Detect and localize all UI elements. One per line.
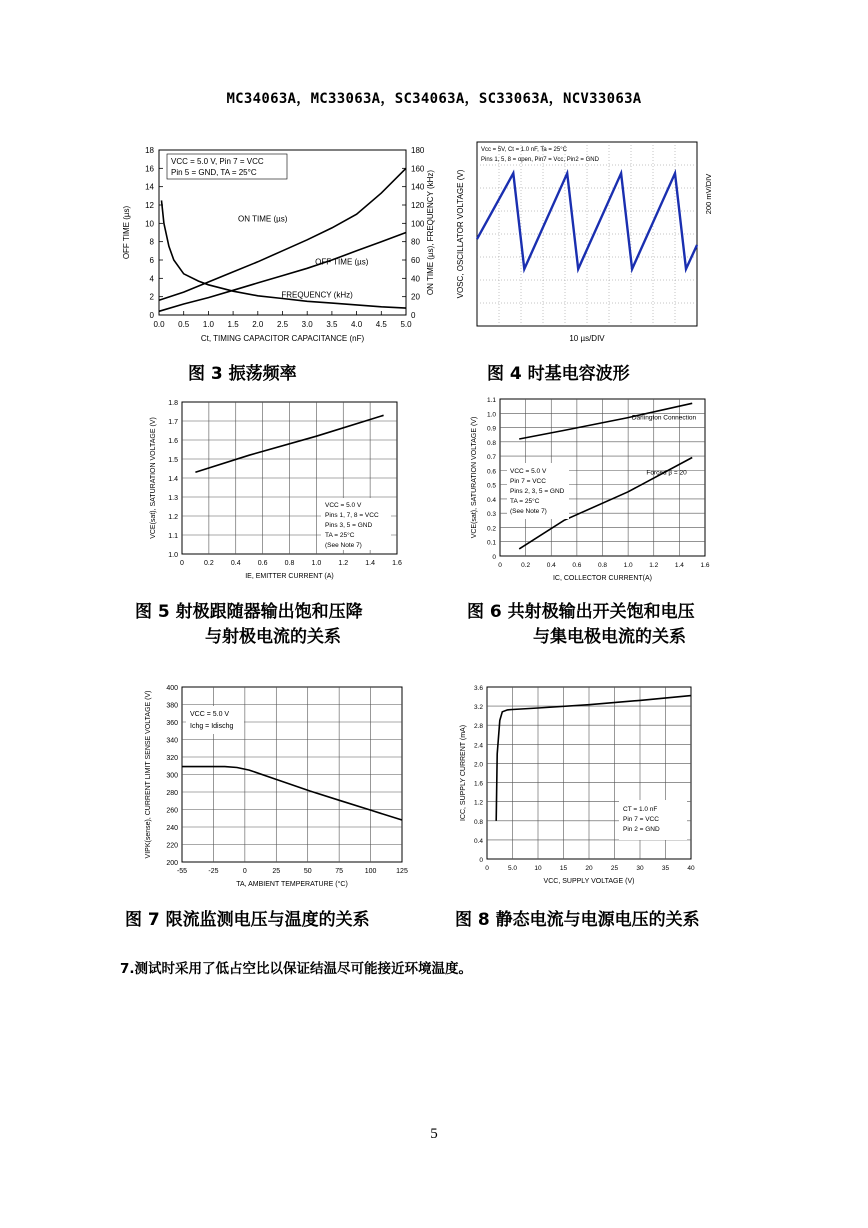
x-tick-label: 100 [364, 868, 377, 875]
series-label-frequency: FREQUENCY (kHz) [281, 290, 353, 300]
fig4-caption: 图 4 时基电容波形 [487, 364, 630, 384]
y-tick-label: 0 [479, 857, 483, 864]
y-tick-label: 0 [492, 554, 496, 561]
x-tick-label: 0 [180, 560, 184, 567]
conditions-text: TA = 25°C [510, 498, 540, 505]
figure-3 [115, 138, 445, 350]
x-tick-label: 3.5 [326, 320, 338, 329]
figure-5 [115, 393, 415, 588]
y-tick-label: 2.0 [473, 761, 483, 769]
y-tick-label: 0.9 [486, 425, 496, 433]
x-tick-label: 0.8 [597, 562, 608, 569]
scope-conditions: Vcc = 5V, Ct = 1.0 nF, Ta = 25°C [481, 147, 567, 153]
y-left-tick-label: 8 [149, 237, 154, 247]
conditions-text: (See Note 7) [510, 508, 547, 515]
y-tick-label: 1.8 [168, 400, 178, 407]
x-axis-label: IC, COLLECTOR CURRENT(A) [552, 575, 653, 582]
fig8-caption: 图 8 静态电流与电源电压的关系 [455, 910, 700, 930]
y-tick-label: 1.6 [473, 780, 483, 788]
y-axis-label: ICC, SUPPLY CURRENT (mA) [460, 724, 467, 822]
y-tick-label: 380 [166, 702, 178, 710]
x-tick-label: 0.4 [230, 560, 241, 567]
fig6-caption-line1: 图 6 共射极输出开关饱和电压 [467, 602, 695, 622]
x-tick-label: 0.4 [546, 562, 556, 569]
x-tick-label: 0 [485, 865, 489, 872]
y-tick-label: 400 [166, 685, 178, 692]
y-tick-label: 320 [166, 755, 178, 762]
y-left-tick-label: 16 [145, 164, 154, 174]
y-tick-label: 340 [166, 737, 178, 745]
x-tick-label: 1.2 [338, 560, 349, 567]
conditions-text: Pins 3, 5 = GND [325, 522, 373, 529]
y-left-tick-label: 14 [145, 182, 154, 192]
fig5-caption-line1: 图 5 射极跟随器输出饱和压降 [135, 602, 363, 622]
figure-8 [455, 668, 705, 893]
x-tick-label: 1.6 [392, 560, 402, 567]
x-tick-label: 1.0 [311, 560, 322, 567]
x-tick-label: 20 [585, 865, 593, 872]
x-tick-label: 1.5 [227, 320, 239, 329]
y-tick-label: 1.0 [168, 552, 178, 559]
y-tick-label: 300 [166, 772, 178, 780]
y-right-axis-label: ON TIME (µs), FREQUENCY (kHz) [426, 169, 435, 296]
y-tick-label: 1.6 [168, 438, 178, 445]
y-tick-label: 0.8 [486, 439, 496, 447]
scope-conditions: Pins 1, 5, 8 = open, Pin7 = Vcc, Pin2 = GND [481, 157, 599, 163]
conditions-text: Pins 2, 3, 5 = GND [510, 488, 565, 495]
y-tick-label: 0.1 [486, 539, 496, 547]
x-tick-label: 0.8 [284, 560, 295, 567]
x-tick-label: 0.6 [572, 562, 582, 569]
y-axis-label: VCE(sat), SATURATION VOLTAGE (V) [150, 417, 157, 539]
fig6-chart [455, 393, 725, 588]
y-tick-label: 2.8 [473, 723, 483, 731]
conditions-text: VCC = 5.0 V, Pin 7 = VCC [171, 157, 264, 166]
x-tick-label: 0 [498, 562, 502, 569]
y-axis-label: VCE(sat), SATURATION VOLTAGE (V) [471, 416, 478, 539]
y-tick-label: 1.2 [473, 799, 483, 807]
y-right-tick-label: 80 [411, 237, 420, 247]
x-tick-label: 1.0 [202, 320, 214, 329]
page-header: MC34063A，MC33063A，SC34063A，SC33063A，NCV33063A [226, 91, 642, 107]
x-tick-label: 1.2 [649, 562, 659, 569]
x-tick-label: 35 [661, 865, 670, 872]
y-right-tick-label: 0 [411, 311, 416, 320]
y-tick-label: 260 [166, 807, 178, 815]
y-tick-label: 360 [166, 720, 178, 727]
page-number: 5 [430, 1126, 438, 1142]
fig3-chart [115, 138, 445, 350]
fig7-caption: 图 7 限流监测电压与温度的关系 [125, 910, 370, 930]
x-tick-label: 10 [534, 865, 542, 872]
x-tick-label: 0.6 [257, 560, 268, 567]
x-axis-label: IE, EMITTER CURRENT (A) [245, 573, 334, 580]
y-right-tick-label: 60 [411, 256, 420, 265]
fig4-chart [455, 138, 725, 350]
fig5-caption-line2: 与射极电流的关系 [205, 627, 341, 647]
x-tick-label: 125 [396, 868, 408, 875]
y-axis-label: VOSC, OSCILLATOR VOLTAGE (V) [456, 169, 465, 299]
y-tick-label: 0.8 [473, 818, 483, 826]
y-tick-label: 240 [166, 825, 178, 832]
x-tick-label: 0.2 [521, 562, 531, 569]
fig8-chart [455, 668, 705, 893]
y-tick-label: 3.6 [473, 685, 483, 692]
y-left-tick-label: 12 [145, 201, 154, 210]
y-left-tick-label: 6 [149, 256, 154, 265]
x-tick-label: 40 [687, 865, 695, 872]
y-left-tick-label: 4 [149, 274, 154, 284]
series-label-forced: Forced β = 20 [646, 469, 687, 477]
x-axis-label: TA, AMBIENT TEMPERATURE (°C) [236, 881, 348, 888]
y-tick-label: 200 [166, 860, 178, 867]
y-tick-label: 1.4 [168, 476, 178, 483]
y-tick-label: 1.0 [486, 411, 496, 419]
y-left-axis-label: OFF TIME (µs) [122, 205, 131, 260]
y-left-tick-label: 2 [149, 292, 154, 302]
x-tick-label: 25 [610, 865, 619, 872]
x-tick-label: 30 [636, 865, 644, 872]
y-tick-label: 1.7 [168, 419, 178, 426]
y-left-tick-label: 10 [145, 219, 154, 229]
x-tick-label: 0.0 [153, 320, 165, 329]
x-tick-label: 15 [559, 865, 568, 872]
x-tick-label: 1.4 [365, 560, 375, 567]
fig7-chart [130, 668, 420, 893]
x-tick-label: 5.0 [400, 320, 412, 329]
y-tick-label: 0.6 [486, 468, 496, 476]
figure-7 [130, 668, 420, 893]
conditions-text: Ichg = Idischg [190, 723, 234, 730]
x-tick-label: 25 [272, 868, 281, 875]
conditions-text: VCC = 5.0 V [325, 502, 362, 509]
y-tick-label: 1.1 [486, 397, 496, 404]
figure-6 [455, 393, 725, 588]
fig3-caption: 图 3 振荡频率 [188, 364, 297, 384]
y-tick-label: 0.3 [486, 511, 496, 519]
x-axis-label: VCC, SUPPLY VOLTAGE (V) [543, 878, 635, 885]
series-label-darlington: Darlington Connection [631, 414, 697, 422]
x-tick-label: 1.4 [674, 562, 684, 569]
y-left-tick-label: 0 [149, 311, 154, 320]
y-left-tick-label: 18 [145, 146, 154, 155]
y-tick-label: 0.5 [486, 482, 496, 490]
fig5-chart [115, 393, 415, 588]
y-right-tick-label: 140 [411, 182, 425, 192]
y-axis-label: VIPK(sense), CURRENT LIMIT SENSE VOLTAGE (V) [145, 690, 152, 859]
conditions-text: Pin 5 = GND, TA = 25°C [171, 168, 257, 177]
series-label-on-time: ON TIME (µs) [238, 214, 288, 224]
x-tick-label: -25 [208, 868, 219, 875]
test-note: 7.测试时采用了低占空比以保证结温尽可能接近环境温度。 [120, 961, 473, 977]
y-tick-label: 1.3 [168, 495, 178, 502]
x-tick-label: 50 [303, 868, 312, 875]
scale-label: 200 mV/DIV [704, 173, 713, 215]
y-tick-label: 2.4 [473, 742, 483, 750]
x-axis-label: Ct, TIMING CAPACITOR CAPACITANCE (nF) [200, 334, 365, 343]
y-tick-label: 220 [166, 842, 178, 850]
x-tick-label: 2.5 [276, 320, 289, 329]
x-tick-label: 4.0 [351, 320, 363, 329]
conditions-text: VCC = 5.0 V [510, 468, 547, 475]
y-tick-label: 0.4 [486, 496, 496, 504]
y-tick-label: 1.5 [168, 457, 178, 464]
x-axis-label: 10 µs/DIV [569, 334, 605, 343]
conditions-text: Pin 7 = VCC [623, 816, 659, 823]
conditions-text: Pin 2 = GND [623, 826, 660, 833]
series-label-off-time: OFF TIME (µs) [315, 257, 369, 267]
y-tick-label: 1.1 [168, 533, 178, 540]
conditions-text: Pins 1, 7, 8 = VCC [325, 512, 379, 519]
y-right-tick-label: 120 [411, 201, 425, 210]
x-tick-label: 1.0 [623, 562, 633, 569]
fig6-caption-line2: 与集电极电流的关系 [533, 627, 686, 647]
conditions-text: TA = 25°C [325, 532, 355, 539]
conditions-text: VCC = 5.0 V [190, 711, 230, 718]
y-tick-label: 280 [166, 790, 178, 797]
x-tick-label: 1.6 [700, 562, 710, 569]
y-right-tick-label: 100 [411, 219, 425, 229]
figure-4 [455, 138, 725, 350]
y-tick-label: 1.2 [168, 514, 178, 521]
x-tick-label: 0.5 [178, 320, 190, 329]
conditions-text: Pin 7 = VCC [510, 478, 546, 485]
x-tick-label: 4.5 [375, 320, 387, 329]
x-tick-label: 0 [242, 868, 247, 875]
y-tick-label: 0.4 [473, 837, 483, 845]
y-right-tick-label: 180 [411, 146, 425, 155]
y-right-tick-label: 160 [411, 164, 425, 174]
y-right-tick-label: 40 [411, 274, 420, 284]
conditions-text: (See Note 7) [325, 542, 362, 549]
x-tick-label: 0.2 [204, 560, 214, 567]
y-tick-label: 0.7 [486, 454, 496, 462]
x-tick-label: 3.0 [301, 320, 313, 329]
x-tick-label: 75 [335, 868, 344, 875]
y-tick-label: 0.2 [486, 525, 496, 533]
conditions-text: CT = 1.0 nF [623, 806, 658, 813]
x-tick-label: 2.0 [252, 320, 264, 329]
y-right-tick-label: 20 [411, 292, 420, 302]
x-tick-label: 5.0 [507, 865, 518, 872]
y-tick-label: 3.2 [473, 704, 483, 712]
x-tick-label: -55 [176, 868, 188, 875]
